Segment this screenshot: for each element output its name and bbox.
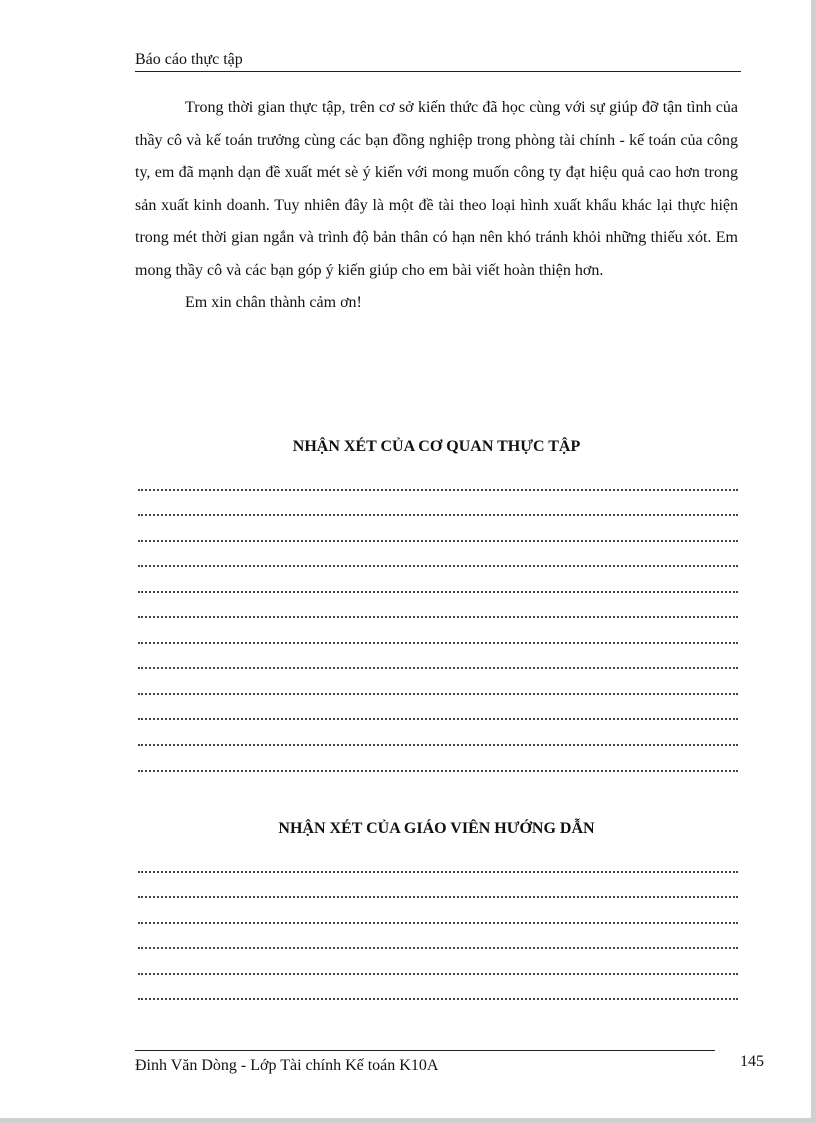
agency-dotted-line (138, 540, 738, 542)
agency-dotted-line (138, 718, 738, 720)
page-number: 145 (740, 1053, 764, 1070)
agency-dotted-line (138, 667, 738, 669)
body-text (135, 92, 738, 320)
footer-rule (135, 1050, 715, 1051)
agency-dotted-line (138, 642, 738, 644)
agency-dotted-line (138, 489, 738, 491)
agency-dotted-line (138, 591, 738, 593)
footer-author: Đinh Văn Dòng - Lớp Tài chính Kế toán K10A (135, 1057, 439, 1074)
closing-line: Em xin chân thành cảm ơn! (185, 294, 362, 311)
teacher-dotted-line (138, 896, 738, 898)
page-header: Báo cáo thực tập (135, 50, 741, 72)
teacher-review-title: NHẬN XÉT CỦA GIÁO VIÊN HƯỚNG DẪN (278, 820, 595, 837)
agency-dotted-line (138, 770, 738, 772)
teacher-dotted-line (138, 947, 738, 949)
intro-paragraph: Trong thời gian thực tập, trên cơ sở kiến thức đã học cùng với sự giúp đỡ tận tình của thầy cô và kế toán trưởng cùng các bạn đồng nghiệp trong phòng tài chính - kế toán của công ty, em đã mạnh dạn đề xuất mét sè ý kiến với mong muốn công ty đạt hiệu quả cao hơn trong sản xuất kinh doanh. Tuy nhiên đây là một đề tài theo loại hình xuất khẩu khác lại thực hiện trong mét thời gian ngắn và trình độ bản thân có hạn nên khó tránh khỏi những thiếu xót. Em mong thầy cô và các bạn góp ý kiến giúp cho em bài viết hoàn thiện hơn. (135, 99, 738, 279)
teacher-dotted-line (138, 922, 738, 924)
agency-review-title: NHẬN XÉT CỦA CƠ QUAN THỰC TẬP (292, 438, 581, 455)
agency-dotted-line (138, 514, 738, 516)
teacher-dotted-line (138, 973, 738, 975)
teacher-dotted-line (138, 998, 738, 1000)
teacher-dotted-line (138, 871, 738, 873)
agency-dotted-line (138, 744, 738, 746)
agency-dotted-line (138, 616, 738, 618)
agency-dotted-line (138, 565, 738, 567)
agency-dotted-line (138, 693, 738, 695)
